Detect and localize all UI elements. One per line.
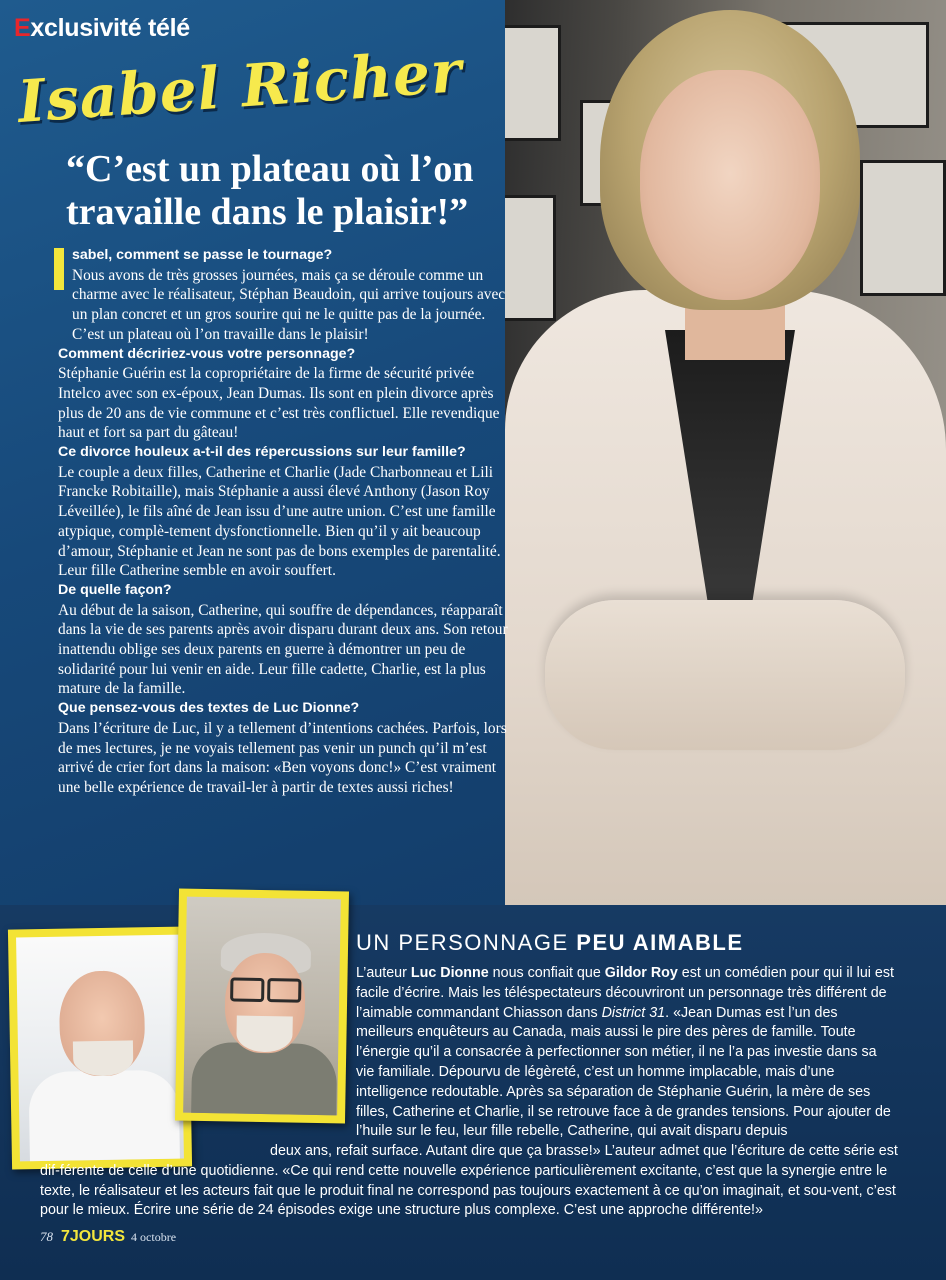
sidebar-title — [356, 930, 744, 956]
text-run: L’auteur — [356, 965, 411, 981]
beard-shape — [236, 1016, 293, 1053]
question: Ce divorce houleux a-t-il des répercussions sur leur famille? — [58, 444, 466, 461]
answer: Le couple a deux filles, Catherine et Charlie (Jade Charbonneau et Lili Francke Robitaille), mais Stéphanie a aussi élevé Anthony (Jason Roy Léveillée), le fils aîné de Jean issu d’une autre union. C’est une famille atypique, complè-tement dysfonctionnelle. Bien qu’il y ait beaucoup d’amour, Stéphanie et Jean ne sont pas de bons exemples de parentalité. Leur fille Catherine semble en avoir souffert. — [58, 463, 501, 580]
photo-author-image — [16, 935, 184, 1162]
answer: Nous avons de très grosses journées, mais ça se déroule comme un charme avec le réalisateur, Stéphan Beaudoin, qui arrive toujours avec un plan concret et un gros sourire qui ne le quitte pas de la journée. C’est un plateau où l’on travaille dans le plaisir! — [72, 266, 506, 343]
photo-actor-image — [183, 897, 341, 1116]
answer: Dans l’écriture de Luc, il y a tellement d’intentions cachées. Parfois, lors de mes lectures, je ne voyais tellement pas venir un punch qu’il m’est arrivé de crier fort dans la maison: «Ben voyons donc!» C’est vraiment une belle expérience de travail-ler à partir de textes aussi riches! — [58, 719, 507, 796]
photo-actor — [175, 889, 349, 1124]
question: Que pensez-vous des textes de Luc Dionne? — [58, 700, 360, 717]
photo-author — [8, 926, 192, 1169]
quote-line-1: “C’est un plateau où l’on — [66, 148, 474, 190]
text-run: nous confiait que — [488, 965, 605, 981]
page-number: 78 — [40, 1229, 53, 1244]
wall-frame — [505, 25, 561, 141]
headline-name: Isabel Richer — [15, 37, 465, 136]
sidebar-title-normal: UN PERSONNAGE — [356, 930, 577, 955]
section-label — [14, 14, 190, 43]
text-run-bold: Gildor Roy — [604, 965, 678, 981]
headline-quote — [66, 148, 526, 234]
section-label-text: xclusivité télé — [30, 14, 190, 42]
wall-frame — [860, 160, 946, 296]
page-footer — [40, 1228, 176, 1246]
portrait-photo — [505, 0, 946, 905]
face-shape — [640, 70, 820, 300]
dropcap-bar — [54, 248, 64, 290]
glasses-shape — [267, 978, 301, 1003]
glasses-shape — [230, 977, 264, 1002]
question: sabel, comment se passe le tournage? — [72, 247, 333, 263]
crossed-arms-shape — [545, 600, 905, 750]
answer: Stéphanie Guérin est la copropriétaire de la firme de sécurité privée Intelco avec son ex-époux, Jean Dumas. Ils sont en plein divorce après plus de 20 ans de vie commune et c’est très conflictuel. Elle revendique haut et fort sa part du gâteau! — [58, 365, 500, 442]
text-run: est un comédien pour qui il lui est facile d’écrire. Mais les téléspectateurs découvriront un personnage très différent de l’aimable commandant Chiasson dans — [356, 965, 894, 1021]
article-body — [58, 246, 510, 798]
sidebar-title-bold: PEU AIMABLE — [576, 930, 744, 955]
text-run: . «Jean Dumas est l’un des meilleurs enquêteurs au Canada, mais aussi le pire des pères de famille. Toute l’énergie qu’il a consacrée à perfectionner son métier, il ne l’a pas investie dans sa vie familiale. Dépourvu de légèreté, c’est un homme implacable, mais d’une intelligence redoutable. Après sa séparation de Stéphanie Guérin, la mère de ses filles, Catherine et Charlie, il se retrouve face à de grandes tensions. Pour ajouter de l’huile sur le feu, leur fille rebelle, Catherine, qui avait disparu depuis — [356, 1004, 891, 1140]
magazine-logo: 7JOURS — [61, 1228, 126, 1245]
issue-date: 4 octobre — [131, 1230, 177, 1244]
question: Comment décririez-vous votre personnage? — [58, 345, 356, 362]
text-run-bold: Luc Dionne — [410, 965, 489, 981]
sidebar-paragraph-1 — [356, 964, 896, 1142]
sidebar-paragraph-2: deux ans, refait surface. Autant dire que ça brasse!» L’auteur admet que l’écriture de cette série est dif-férente de celle d’une quotidienne. «Ce qui rend cette nouvelle expérience particulièrement excitante, c’est que la synergie entre le texte, le réalisateur et les acteurs fait que le produit final ne correspond pas toujours exactement à ce qu’on imaginait, et sou-vent, c’est pour le mieux. Écrire une série de 24 épisodes exige une structure plus complexe. C’est une approche différente!» — [40, 1143, 898, 1219]
quote-line-2: travaille dans le plaisir!” — [66, 191, 469, 233]
answer: Au début de la saison, Catherine, qui souffre de dépendances, réapparaît dans la vie de ses parents après avoir disparu durant deux ans. Son retour inattendu oblige ses deux parents en guerre à démontrer un peu de solidarité pour lui venir en aide. Leur fille cadette, Charlie, est la plus mature de la famille. — [58, 601, 508, 698]
question: De quelle façon? — [58, 581, 172, 598]
text-run-italic: District 31 — [601, 1004, 666, 1021]
section-label-initial: E — [14, 14, 31, 42]
